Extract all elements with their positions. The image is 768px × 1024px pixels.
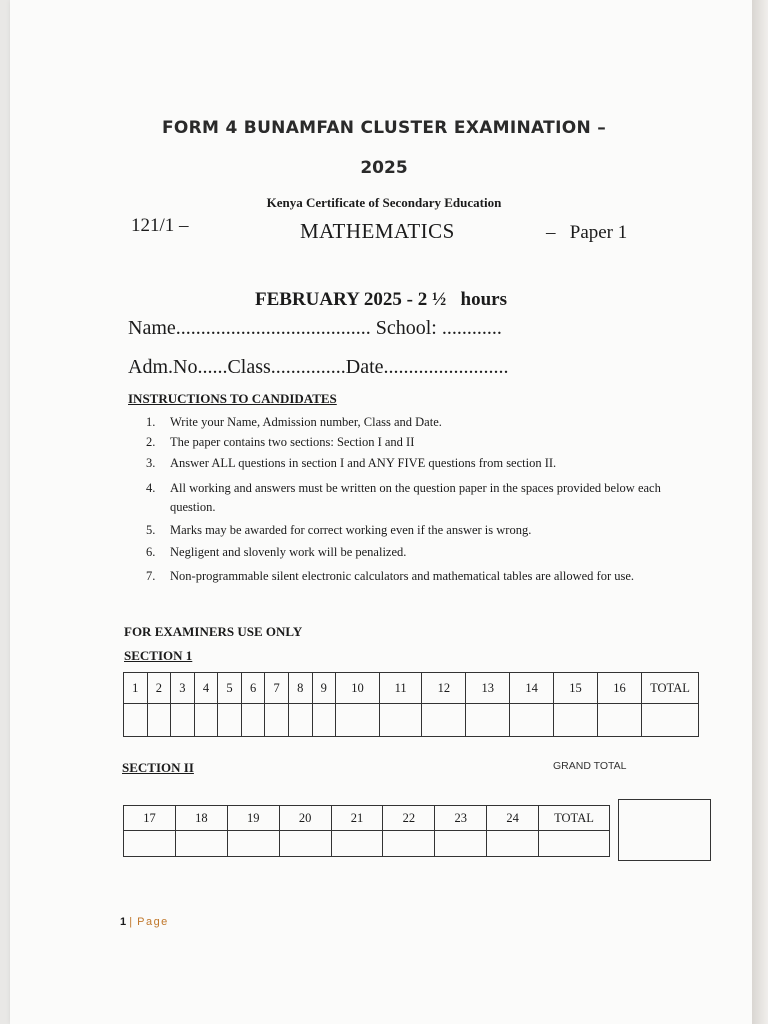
instruction-number: 4. <box>146 480 156 495</box>
score-column-header: 13 <box>466 673 510 704</box>
section-1-header-row <box>124 673 699 704</box>
score-cell[interactable] <box>466 704 510 737</box>
instruction-text: All working and answers must be written on the question paper in the spaces provided below each question. <box>170 480 661 514</box>
score-column-header: 19 <box>227 806 279 831</box>
instruction-number: 6. <box>146 544 156 559</box>
score-cell[interactable] <box>331 831 383 857</box>
score-cell[interactable] <box>312 704 336 737</box>
instruction-number: 1. <box>146 415 156 429</box>
footer-separator: | <box>129 916 133 928</box>
score-column-header: 2 <box>147 673 171 704</box>
score-column-header: 3 <box>171 673 195 704</box>
score-column-header: 22 <box>383 806 435 831</box>
score-cell[interactable] <box>124 831 176 857</box>
instructions-list <box>146 410 666 587</box>
score-cell[interactable] <box>435 831 487 857</box>
score-cell[interactable] <box>597 704 641 737</box>
score-column-header: 24 <box>487 806 539 831</box>
score-cell[interactable] <box>510 704 554 737</box>
subject-name: MATHEMATICS <box>300 219 455 243</box>
score-column-header: TOTAL <box>642 673 699 704</box>
section-2-heading: SECTION II <box>122 760 194 775</box>
instructions-heading: INSTRUCTIONS TO CANDIDATES <box>128 391 337 406</box>
certificate-name: Kenya Certificate of Secondary Education <box>266 195 502 210</box>
score-cell[interactable] <box>288 704 312 737</box>
instruction-number: 5. <box>146 523 156 538</box>
score-column-header: 1 <box>124 673 148 704</box>
paper-edge <box>752 0 768 1024</box>
score-cell[interactable] <box>218 704 242 737</box>
score-cell[interactable] <box>194 704 218 737</box>
score-column-header: TOTAL <box>539 806 610 831</box>
grand-total-box <box>618 799 711 861</box>
instruction-text: Negligent and slovenly work will be penalized. <box>170 544 407 559</box>
score-column-header: 18 <box>175 806 227 831</box>
score-column-header: 20 <box>279 806 331 831</box>
instruction-text: Answer ALL questions in section I and ANY FIVE questions from section II. <box>170 456 557 470</box>
instruction-text: The paper contains two sections: Section I and II <box>170 434 415 449</box>
score-column-header: 17 <box>124 806 176 831</box>
score-column-header: 5 <box>218 673 242 704</box>
section-1-heading: SECTION 1 <box>124 648 193 663</box>
score-cell[interactable] <box>124 704 148 737</box>
page-footer <box>120 916 169 928</box>
instruction-item <box>146 524 666 537</box>
score-column-header: 11 <box>379 673 421 704</box>
instruction-number: 3. <box>146 456 156 470</box>
section-2-header-row <box>124 806 610 831</box>
score-cell[interactable] <box>265 704 289 737</box>
score-cell[interactable] <box>642 704 699 737</box>
score-cell[interactable] <box>336 704 380 737</box>
score-cell[interactable] <box>279 831 331 857</box>
adm-class-date-field: Adm.No......Class...............Date......................... <box>128 356 509 378</box>
paper-code: 121/1 – <box>131 215 189 236</box>
exam-title: FORM 4 BUNAMFAN CLUSTER EXAMINATION – <box>161 118 607 138</box>
section-1-score-table <box>123 672 699 737</box>
score-cell[interactable] <box>422 704 466 737</box>
score-cell[interactable] <box>554 704 598 737</box>
instruction-number: 2. <box>146 434 156 449</box>
score-column-header: 14 <box>510 673 554 704</box>
exam-date-duration: FEBRUARY 2025 - 2 ½ hours <box>255 289 507 310</box>
name-school-field: Name....................................... School: ............ <box>128 317 502 339</box>
section-1-score-row <box>124 704 699 737</box>
score-cell[interactable] <box>175 831 227 857</box>
score-cell[interactable] <box>383 831 435 857</box>
score-cell[interactable] <box>241 704 265 737</box>
instruction-item <box>146 479 666 518</box>
section-2-score-table <box>123 805 610 857</box>
instruction-item <box>146 567 666 586</box>
score-column-header: 8 <box>288 673 312 704</box>
instruction-text: Marks may be awarded for correct working even if the answer is wrong. <box>170 523 532 538</box>
score-cell[interactable] <box>539 831 610 857</box>
score-cell[interactable] <box>379 704 421 737</box>
instruction-item <box>146 436 666 449</box>
score-column-header: 6 <box>241 673 265 704</box>
score-column-header: 23 <box>435 806 487 831</box>
score-column-header: 12 <box>422 673 466 704</box>
instruction-text: Non-programmable silent electronic calculators and mathematical tables are allowed for use. <box>170 569 635 584</box>
instruction-item <box>146 457 666 470</box>
score-cell[interactable] <box>487 831 539 857</box>
score-cell[interactable] <box>227 831 279 857</box>
score-cell[interactable] <box>171 704 195 737</box>
score-column-header: 9 <box>312 673 336 704</box>
grand-total-label: GRAND TOTAL <box>553 760 627 772</box>
page-label: Page <box>137 916 169 928</box>
score-column-header: 15 <box>554 673 598 704</box>
score-column-header: 16 <box>597 673 641 704</box>
paper-number: – Paper 1 <box>546 222 628 243</box>
score-column-header: 7 <box>265 673 289 704</box>
score-column-header: 10 <box>336 673 380 704</box>
instruction-item <box>146 546 666 559</box>
score-cell[interactable] <box>147 704 171 737</box>
instruction-item <box>146 416 666 429</box>
exam-year: 2025 <box>360 158 408 178</box>
score-column-header: 21 <box>331 806 383 831</box>
instruction-number: 7. <box>146 569 156 584</box>
section-2-score-row <box>124 831 610 857</box>
instruction-text: Write your Name, Admission number, Class and Date. <box>170 415 442 429</box>
score-column-header: 4 <box>194 673 218 704</box>
examiners-heading: FOR EXAMINERS USE ONLY <box>124 624 303 639</box>
page-number: 1 <box>120 916 127 928</box>
